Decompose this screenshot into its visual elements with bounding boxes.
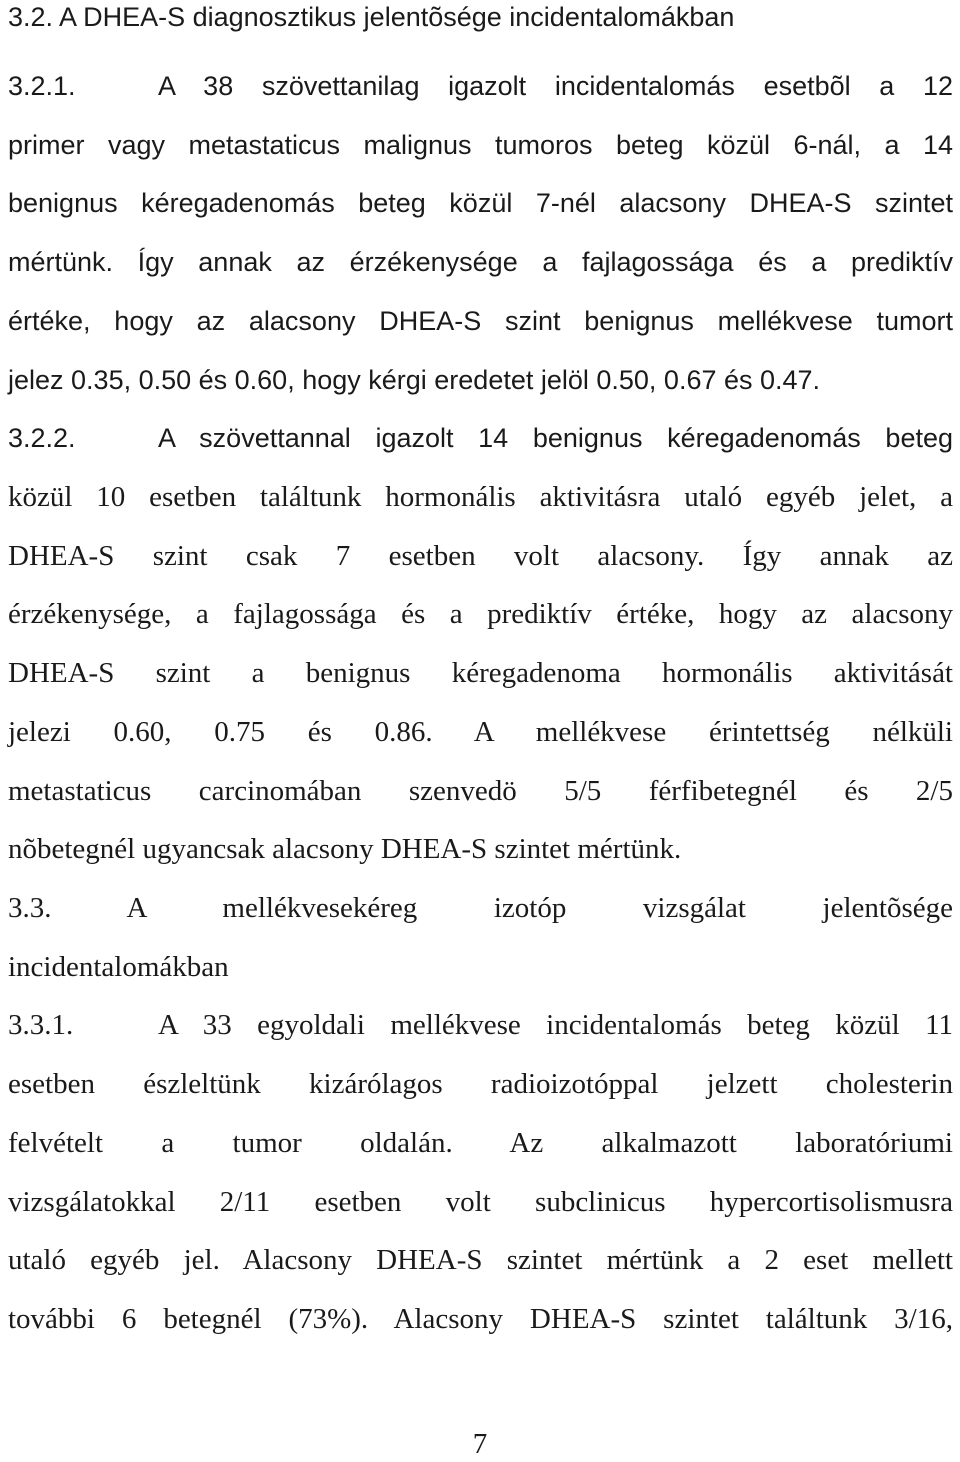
paragraph-line: benignus kéregadenomás beteg közül 7-nél alacsony DHEA-S szintet (8, 188, 953, 218)
paragraph-line: esetben észleltünk kizárólagos radioizotóppal jelzett cholesterin (8, 1068, 953, 1100)
section-number-3-2-1: 3.2.1. (8, 71, 76, 101)
paragraph-line: értéke, hogy az alacsony DHEA-S szint benignus mellékvese tumort (8, 306, 953, 336)
section-heading-3-3-continued: incidentalomákban (8, 951, 229, 983)
paragraph-line: jelez 0.35, 0.50 és 0.60, hogy kérgi eredetet jelöl 0.50, 0.67 és 0.47. (8, 365, 821, 395)
section-heading-3-2: 3.2. A DHEA-S diagnosztikus jelentõsége incidentalomákban (8, 2, 735, 32)
paragraph-line: érzékenysége, a fajlagossága és a prediktív értéke, hogy az alacsony (8, 598, 953, 630)
section-heading-3-3: 3.3. A mellékvesekéreg izotóp vizsgálat jelentõsége (8, 892, 953, 924)
paragraph-line: DHEA-S szint csak 7 esetben volt alacsony. Így annak az (8, 540, 953, 572)
section-number-3-3-1: 3.3.1. (8, 1009, 74, 1041)
paragraph-line (8, 66, 953, 106)
paragraph-line: nõbetegnél ugyancsak alacsony DHEA-S szintet mértünk. (8, 833, 682, 865)
paragraph-text: A 38 szövettanilag igazolt incidentalomás esetbõl a 12 (158, 71, 953, 101)
paragraph-line (8, 418, 953, 458)
paragraph-line: primer vagy metastaticus malignus tumoros beteg közül 6-nál, a 14 (8, 130, 953, 160)
paragraph-line: jelezi 0.60, 0.75 és 0.86. A mellékvese érintettség nélküli (8, 716, 953, 748)
paragraph-line: felvételt a tumor oldalán. Az alkalmazott laboratóriumi (8, 1127, 953, 1159)
paragraph-line: utaló egyéb jel. Alacsony DHEA-S szintet mértünk a 2 eset mellett (8, 1244, 953, 1276)
paragraph-line: metastaticus carcinomában szenvedö 5/5 férfibetegnél és 2/5 (8, 775, 953, 807)
paragraph-line (8, 1005, 953, 1045)
page-number: 7 (472, 1428, 488, 1460)
paragraph-line: közül 10 esetben találtunk hormonális aktivitásra utaló egyéb jelet, a (8, 481, 953, 513)
paragraph-line: vizsgálatokkal 2/11 esetben volt subclinicus hypercortisolismusra (8, 1186, 953, 1218)
paragraph-line: további 6 betegnél (73%). Alacsony DHEA-S szintet találtunk 3/16, (8, 1303, 953, 1335)
paragraph-text: A 33 egyoldali mellékvese incidentalomás beteg közül 11 (158, 1009, 953, 1041)
paragraph-text: A szövettannal igazolt 14 benignus kéregadenomás beteg (158, 423, 953, 453)
paragraph-line: DHEA-S szint a benignus kéregadenoma hormonális aktivitását (8, 657, 953, 689)
section-number-3-2-2: 3.2.2. (8, 423, 76, 453)
paragraph-line: mértünk. Így annak az érzékenysége a fajlagossága és a prediktív (8, 247, 953, 277)
